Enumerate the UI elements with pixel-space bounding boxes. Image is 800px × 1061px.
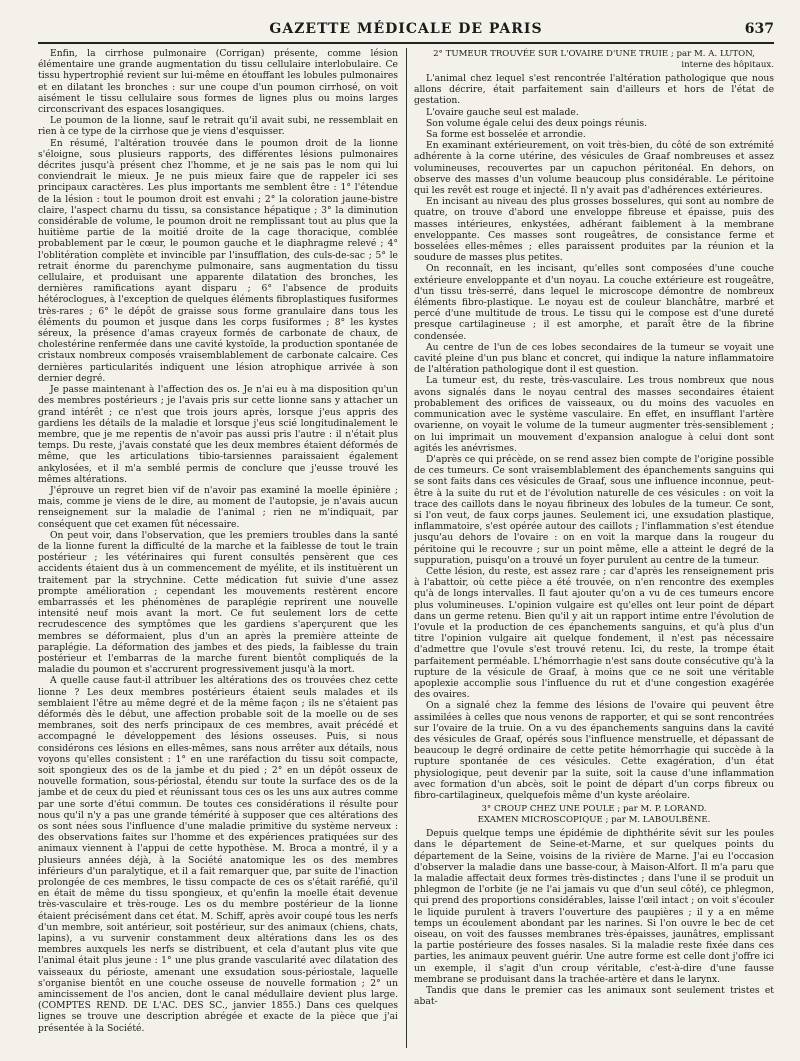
paragraph: D'après ce qui précède, on se rend assez bien compte de l'origine possible de ces tumeurs. Ce sont vraisemblablement des épanchements sanguins qui se sont faits dans ces vésicules de Graaf, sous une influence inconnue, peut-être à la suite du rut et de l'évolution naturelle de ces vésicules : on voit la trace des caillots dans le noyau fibrineux des lobules de la tumeur. Ce sont, si l'on veut, de faux corps jaunes. Seulement ici, une exsudation plastique, inflammatoire, s'est opérée autour des caillots ; l'inflammation s'est étendue jusqu'au dehors de l'ovaire : on en voit la marque dans la rougeur du péritoine qui le recouvre ; sur un point même, elle a atteint le degré de la suppuration, puisqu'on a trouvé un foyer purulent au centre de la tumeur. xyxy=(414,453,774,566)
paragraph: J'éprouve un regret bien vif de n'avoir pas examiné la moelle épinière ; mais, comme je viens de le dire, au moment de l'autopsie, je n'avais aucun renseignement sur la maladie de l'animal ; rien ne m'indiquait, par conséquent que cet examen fût nécessaire. xyxy=(38,484,398,530)
section-subtitle: EXAMEN MICROSCOPIQUE ; par M. LABOULBÈNE. xyxy=(477,815,711,826)
left-column xyxy=(38,48,398,1048)
section-subtitle: interne des hôpitaux. xyxy=(681,60,774,70)
paragraph: Au centre de l'un de ces lobes secondaires de la tumeur se voyait une cavité pleine d'un pus blanc et concret, qui indique la nature inflammatoire de l'altération pathologique dont il est question. xyxy=(414,341,774,376)
paragraph: L'animal chez lequel s'est rencontrée l'altération pathologique que nous allons décrire, était parfaitement sain d'ailleurs et hors de l'état de gestation. xyxy=(414,73,774,107)
newspaper-page xyxy=(38,18,774,1048)
journal-title: GAZETTE MÉDICALE DE PARIS xyxy=(269,21,543,37)
paragraph: En incisant au niveau des plus grosses bosselures, qui sont au nombre de quatre, on trouve d'abord une enveloppe fibreuse et épaisse, puis des masses intérieures, enkystées, adhérant faiblement à la membrane enveloppante. Ces masses sont rougeâtres, de consistance ferme et bosselées elles-mêmes ; elles paraissent produites par la réunion et la soudure de masses plus petites. xyxy=(414,196,774,264)
paragraph: La tumeur est, du reste, très-vasculaire. Les trous nombreux que nous avons signalés dans le noyau central des masses secondaires étaient probablement des orifices de vaisseaux, ou du moins des vacuoles en communication avec le système vasculaire. En effet, en insufflant l'artère ovarienne, on voyait le volume de la tumeur augmenter très-sensiblement ; on lui imprimait un mouvement d'expansion analogue à celui dont sont agités les anévrismes. xyxy=(414,375,774,454)
paragraph: Depuis quelque temps une épidémie de diphthérite sévit sur les poules dans le département de Seine-et-Marne, et sur quelques points du département de la Seine, voisins de la rivière de Marne. J'ai eu l'occasion d'observer la maladie dans une basse-cour, à Maison-Alfort. Il m'a paru que la maladie affectait deux formes très-distinctes ; dans l'une il se produit un phlegmon de l'orbite (je ne l'ai jamais vu que d'un seul côté), ce phlegmon, qui prend des proportions considérables, laisse l'œil intact ; on voit s'écouler le liquide purulent à travers l'ouverture des paupières ; il y a en même temps un écoulement abondant par les narines. Si l'on ouvre le bec de cet oiseau, on voit des fausses membranes très-épaisses, jaunâtres, emplissant la partie postérieure des fosses nasales. Si la maladie reste fixée dans ces parties, les animaux peuvent guérir. Une autre forme est celle dont j'offre ici un exemple, il s'agit d'un croup véritable, c'est-à-dire d'une fausse membrane se produisant dans la trachée-artère et dans le larynx. xyxy=(414,828,774,985)
paragraph: Le poumon de la lionne, sauf le retrait qu'il avait subi, ne ressemblait en rien à ce type de la cirrhose que je viens d'esquisser. xyxy=(38,115,398,138)
right-column xyxy=(414,48,774,1048)
section-title: 2° TUMEUR TROUVÉE SUR L'OVAIRE D'UNE TRUIE ; par M. A. LUTON, xyxy=(433,49,755,59)
paragraph: En examinant extérieurement, on voit très-bien, du côté de son extrémité adhérente à la corne utérine, des vésicules de Graaf nombreuses et assez volumineuses, recouvertes par un capuchon péritonéal. En dehors, on observe des masses d'un volume beaucoup plus considérable. Le péritoine qui les revêt est rouge et injecté. Il n'y avait pas d'adhérences extérieures. xyxy=(414,140,774,197)
section-title: 3° CROUP CHEZ UNE POULE ; par M. P. LORAND. xyxy=(481,804,707,815)
column-divider xyxy=(406,48,407,1048)
paragraph: Tandis que dans le premier cas les animaux sont seulement tristes et abat- xyxy=(414,985,774,1008)
page-header xyxy=(38,18,774,44)
paragraph: Cette lésion, du reste, est assez rare ; car d'après les renseignement pris à l'abattoir, où cette pièce a été trouvée, on n'en rencontre des exemples qu'à de longs intervalles. Il faut ajouter qu'on a vu de ces tumeurs encore plus volumineuses. L'opinion vulgaire est qu'elles ont leur point de départ dans un germe retenu. Bien qu'il y ait un rapport intime entre l'évolution de l'ovule et la production de ces épanchements sanguins, et qu'à plus d'un titre l'opinion vulgaire ait quelque fondement, il n'est pas nécessaire d'admettre que l'ovule s'est trouvé retenu. Ici, du reste, la trompe était parfaitement perméable. L'hémorrhagie n'est sans doute consécutive qu'à la rupture de la vésicule de Graaf, à moins que ce ne soit une véritable apoplexie accomplie sous l'influence du rut et d'une congestion exagérée des ovaires. xyxy=(414,565,774,701)
paragraph: On a signalé chez la femme des lésions de l'ovaire qui peuvent être assimilées à celles que nous venons de rapporter, et qui se sont rencontrées sur l'ovaire de la truie. On a vu des épanchements sanguins dans la cavité des vésicules de Graaf, opérés sous l'influence menstruelle, et dépassant de beaucoup le degré ordinaire de cette petite hémorrhagie qui succède à la rupture spontanée de ces vésicules. Cette exagération, d'un état physiologique, peut devenir par la suite, soit la cause d'une inflammation avec formation d'un abcès, soit le point de départ d'un corps fibreux ou fibro-cartilagineux, quelquefois même d'un kyste aréolaire. xyxy=(414,700,774,801)
paragraph: Son volume égale celui des deux poings réunis. xyxy=(426,117,648,129)
paragraph: Je passe maintenant à l'affection des os. Je n'ai eu à ma disposition qu'un des membres postérieurs ; je l'avais pris sur cette lionne sans y attacher un grand intérêt ; ce n'est que trois jours après, lorsque j'eus appris des gardiens les détails de la maladie et lorsque j'eus scié longitudinalement le membre, que je me repentis de n'avoir pas aussi pris l'autre : il n'était plus temps. Du reste, j'avais constaté que les deux membres étaient déformés de même, que les articulations tibio-tarsiennes paraissaient également ankylosées, et il m'a semblé permis de conclure que j'eusse trouvé les mêmes altérations. xyxy=(38,384,398,485)
paragraph: En résumé, l'altération trouvée dans le poumon droit de la lionne s'éloigne, sous plusieurs rapports, des différentes lésions pulmonaires décrites jusqu'à présent chez l'homme, et je ne sais pas le nom qui lui conviendrait le mieux. Je ne puis mieux faire que de rappeler ici ses principaux caractères. Les plus importants me semblent être : 1° l'étendue de la lésion : tout le poumon droit est envahi ; 2° la coloration jaune-bistre claire, l'aspect charnu du tissu, sa consistance hépatique ; 3° la diminution considérable de volume, le poumon droit ne remplissant tout au plus que la huitième partie de la moitié droite de la cage thoracique, comblée probablement par le cœur, le poumon gauche et le diaphragme relevé ; 4° l'oblitération complète et invincible par l'insufflation, des culs-de-sac ; 5° le retrait énorme du parenchyme pulmonaire, sans augmentation du tissu cellulaire, et produisant une apparente dilatation des bronches, les dernières ramifications ayant disparu ; 6° l'absence de produits hétéroclogues, à l'exception de quelques éléments fibroplastiques fusiformes très-rares ; 6° le dépôt de graisse sous forme granulaire dans tous les éléments du poumon et jusque dans les corps fusiformes ; 8° les kystes séreux, la présence d'amas crayeux formés de carbonate de chaux, de cholestérine renfermée dans une cavité kystoïde, la production spontanée de cristaux nombreux composés vraisemblablement de carbonate calcaire. Ces dernières particularités indiquent une lésion atrophique arrivée à son dernier degré. xyxy=(38,137,398,384)
paragraph: L'ovaire gauche seul est malade. xyxy=(426,106,579,118)
text-columns xyxy=(38,48,774,1048)
paragraph: Enfin, la cirrhose pulmonaire (Corrigan) présente, comme lésion élémentaire une grande augmentation du tissu cellulaire interlobulaire. Ce tissu hypertrophié revient sur lui-même en étouffant les lobules pulmonaires et en dilatant les bronches : sur une coupe d'un poumon cirrhosé, on voit aisément le tissu cellulaire sous formes de lignes plus ou moins larges circonscrivant des espaces losangiques. xyxy=(38,48,398,116)
paragraph: On peut voir, dans l'observation, que les premiers troubles dans la santé de la lionne furent la difficulté de la marche et la faiblesse de tout le train postérieur ; les vétérinaires qui furent consultés pensèrent que ces accidents étaient dus à un commencement de myélite, et ils instituèrent un traitement par la strychnine. Cette médication fut suivie d'une assez prompte amélioration ; cependant les mouvements restèrent encore embarrassés et les phénomènes de paraplégie reprirent une nouvelle intensité neuf mois avant la mort. Ce fut seulement lors de cette recrudescence des symptômes que les gardiens s'aperçurent que les membres se déformaient, plus d'un an après la première atteinte de paraplégie. La déformation des jambes et des pieds, la faiblesse du train postérieur et l'embarras de la marche furent bientôt compliqués de la maladie du poumon et s'accrurent progressivement jusqu'à la mort. xyxy=(38,529,398,676)
page-number: 637 xyxy=(744,21,774,37)
paragraph: A quelle cause faut-il attribuer les altérations des os trouvées chez cette lionne ? Les deux membres postérieurs étaient seuls malades et ils semblaient l'être au même degré et de la même façon ; ils ne s'étaient pas déformés dès le début, une affection probable soit de la moelle ou de ses membranes, soit des nerfs principaux de ces membres, avait précédé et accompagné le développement des lésions osseuses. Puis, si nous considérons ces lésions en elles-mêmes, sans nous arrêter aux détails, nous voyons qu'elles consistent : 1° en une raréfaction du tissu soit compacte, soit spongieux des os de la jambe et du pied ; 2° en un dépôt osseux de nouvelle formation, sous-périostal, étendu sur toute la surface des os de la jambe et de ceux du pied et réunissant tous ces os les uns aux autres comme par une sorte d'étui commun. De toutes ces considérations il résulte pour nous qu'il n'y a pas une grande témérité à supposer que ces altérations des os sont nées sous l'influence d'une maladie primitive du système nerveux : des observations faites sur l'homme et des expériences pratiquées sur des animaux viennent à l'appui de cette hypothèse. M. Broca a montré, il y a plusieurs années déjà, à la Société anatomique les os des membres inférieurs d'un paralytique, et il a fait remarquer que, par suite de l'inaction prolongée de ces membres, le tissu compacte de ces os s'était raréfié, qu'il en était de même du tissu spongieux, et qu'enfin la moelle était devenue très-vasculaire et très-rouge. Les os du membre postérieur de la lionne étaient précisément dans cet état. M. Schiff, après avoir coupé tous les nerfs d'un membre, soit antérieur, soit postérieur, sur des animaux (chiens, chats, lapins), a vu survenir constamment deux altérations dans les os des membres auxquels les nerfs se distribuent, et cela d'autant plus vite que l'animal était plus jeune : 1° une plus grande vascularité avec dilatation des vaisseaux du périoste, amenant une exsudation sous-périostale, laquelle s'organise bientôt en une couche osseuse de nouvelle formation ; 2° un amincissement de l'os ancien, dont le canal médullaire devient plus large. (COMPTES REND. DE L'AC. DES SC., janvier 1855.) Dans ces quelques lignes se trouve une description abrégée et exacte de la pièce que j'ai présentée à la Société. xyxy=(38,675,398,1034)
paragraph: Sa forme est bosselée et arrondie. xyxy=(426,129,586,141)
paragraph: On reconnaît, en les incisant, qu'elles sont composées d'une couche extérieure enveloppante et d'un noyau. La couche extérieure est rougeâtre, d'un tissu très-serré, dans lequel le microscope démontre de nombreux éléments fibro-plastique. Le noyau est de couleur blanchâtre, marbré et percé d'une multitude de trous. Le tissu qui le compose est d'une dureté presque cartilagineuse ; il est amorphe, et paraît être de la fibrine condensée. xyxy=(414,263,774,342)
